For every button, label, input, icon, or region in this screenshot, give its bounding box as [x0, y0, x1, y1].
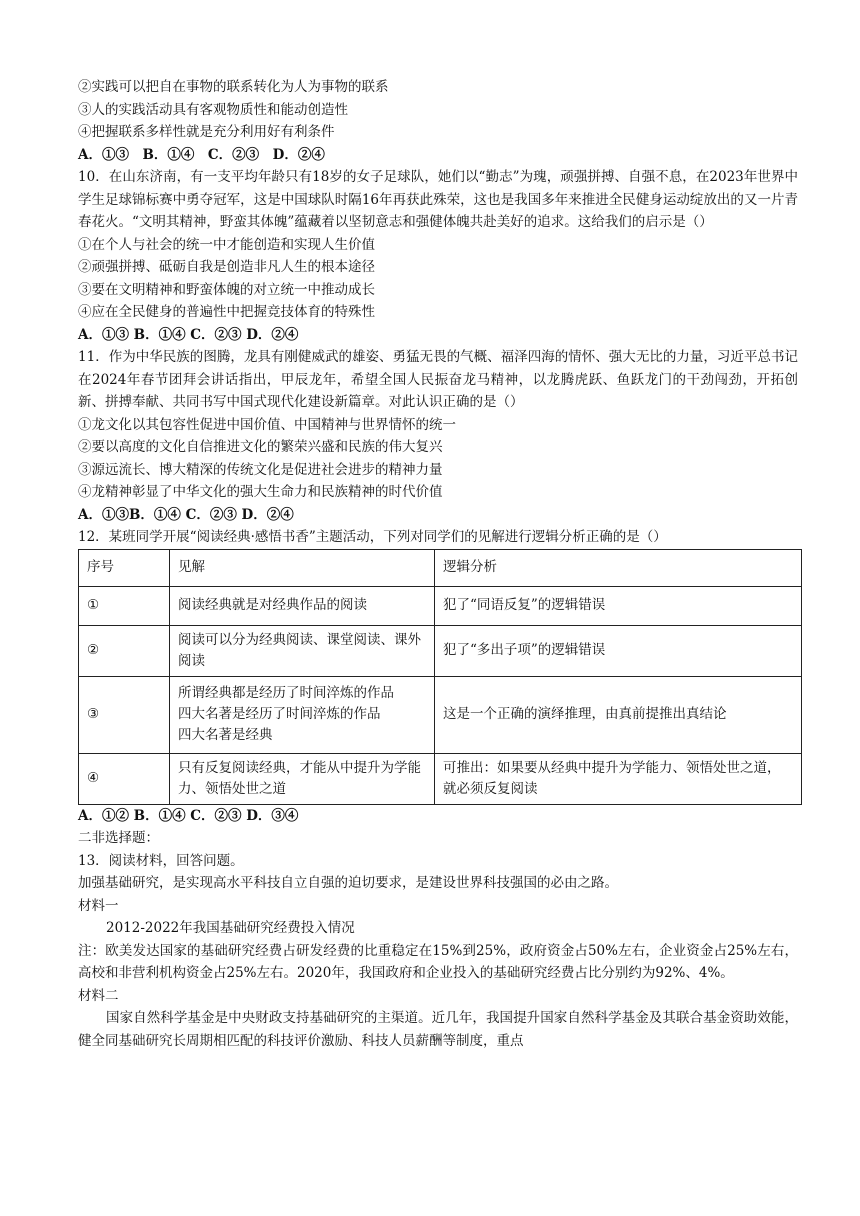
table-row	[79, 676, 802, 753]
header-view: 见解	[170, 549, 435, 586]
q10-statement: ②顽强拼搏、砥砺自我是创造非凡人生的根本途径	[78, 259, 375, 275]
q9-statement: ③人的实践活动具有客观物质性和能动创造性	[78, 101, 348, 118]
view-line: 只有反复阅读经典，才能从中提升为学能力、领悟处世之道	[178, 759, 421, 797]
header-number: 序号	[79, 549, 170, 586]
q10-options: A．①③ B．①④ C．②③ D．②④	[78, 326, 299, 343]
q10-statement: ④应在全民健身的普遍性中把握竞技体育的特殊性	[78, 304, 375, 320]
q10-statement: ③要在文明精神和野蛮体魄的对立统一中推动成长	[78, 281, 375, 298]
view-line: 阅读可以分为经典阅读、课堂阅读、课外阅读	[178, 631, 421, 669]
q12-stem: 12．某班同学开展“阅读经典·感悟书香”主题活动，下列对同学们的见解进行逻辑分析正确的是（）	[78, 529, 667, 545]
q11-options: A．①③B．①④ C．②③ D．②④	[78, 506, 294, 523]
q9-statements	[78, 76, 798, 144]
q11-statement: ③源远流长、博大精深的传统文化是促进社会进步的精神力量	[78, 461, 443, 478]
view-line: 四大名著是经典	[178, 727, 273, 743]
q11-statement: ①龙文化以其包容性促进中国价值、中国精神与世界情怀的统一	[78, 416, 456, 433]
material2-label: 材料二	[78, 987, 119, 1004]
row-view	[170, 753, 435, 804]
q9-statement: ②实践可以把自在事物的联系转化为人为事物的联系	[78, 79, 389, 95]
material2-text: 国家自然科学基金是中央财政支持基础研究的主渠道。近几年，我国提升国家自然科学基金及其联合基金资助效能，健全同基础研究长周期相匹配的科技评价激励、科技人员薪酬等制度，重点	[78, 1010, 798, 1049]
row-view	[170, 676, 435, 753]
material1-label: 材料一	[78, 897, 119, 914]
q12-table	[78, 549, 802, 805]
table-header-row	[79, 549, 802, 586]
section-heading: 二非选择题：	[78, 830, 159, 846]
row-number: ④	[79, 753, 170, 804]
view-line: 阅读经典就是对经典作品的阅读	[178, 597, 367, 613]
table-row	[79, 753, 802, 804]
row-analysis: 犯了“同语反复”的逻辑错误	[435, 586, 802, 625]
row-view	[170, 586, 435, 625]
q10-stem: 10．在山东济南，有一支平均年龄只有18岁的女子足球队，她们以“勤志”为瑰，顽强拼搏、自强不息，在2023年世界中学生足球锦标赛中勇夺冠军，这是中国球队时隔16年再获此殊荣，这也是我国多年来推进全民健身运动绽放出的又一片青春花火。“文明其精神，野蛮其体魄”蕴藏着以坚韧意志和强健体魄共赴美好的追求。这给我们的启示是（）	[78, 169, 798, 230]
q11-statement: ④龙精神彰显了中华文化的强大生命力和民族精神的时代价值	[78, 484, 443, 500]
exam-page	[78, 76, 798, 1052]
q13-stem: 13．阅读材料，回答问题。	[78, 852, 244, 869]
table-row	[79, 625, 802, 676]
row-number: ③	[79, 676, 170, 753]
view-line: 所谓经典都是经历了时间淬炼的作品	[178, 685, 394, 701]
row-analysis: 犯了“多出子项”的逻辑错误	[435, 625, 802, 676]
q9-options: A．①③ B．①④ C．②③ D．②④	[78, 146, 325, 163]
q11-statement: ②要以高度的文化自信推进文化的繁荣兴盛和民族的伟大复兴	[78, 439, 443, 455]
q9-statement: ④把握联系多样性就是充分利用好有利条件	[78, 124, 335, 140]
row-analysis: 可推出：如果要从经典中提升为学能力、领悟处世之道，就必须反复阅读	[435, 753, 802, 804]
row-view	[170, 625, 435, 676]
row-number: ②	[79, 625, 170, 676]
material1-title: 2012-2022年我国基础研究经费投入情况	[106, 920, 355, 936]
header-analysis: 逻辑分析	[435, 549, 802, 586]
q11-stem: 11．作为中华民族的图腾，龙具有刚健威武的雄姿、勇猛无畏的气概、福泽四海的情怀、强大无比的力量，习近平总书记在2024年春节团拜会讲话指出，甲辰龙年，希望全国人民振奋龙马精神，以龙腾虎跃、鱼跃龙门的干劲闯劲，开拓创新、拼搏奉献、共同书写中国式现代化建设新篇章。对此认识正确的是（）	[78, 349, 798, 410]
table-row	[79, 586, 802, 625]
q10-statement: ①在个人与社会的统一中才能创造和实现人生价值	[78, 236, 375, 253]
material1-note: 注：欧美发达国家的基础研究经费占研发经费的比重稳定在15%到25%，政府资金占50%左右，企业资金占25%左右，高校和非营利机构资金占25%左右。2020年，我国政府和企业投入的基础研究经费占比分别约为92%、4%。	[78, 942, 798, 981]
row-analysis: 这是一个正确的演绎推理，由真前提推出真结论	[435, 676, 802, 753]
q12-options: A．①② B．①④ C．②③ D．③④	[78, 807, 299, 824]
q13-intro: 加强基础研究，是实现高水平科技自立自强的迫切要求，是建设世界科技强国的必由之路。	[78, 875, 618, 891]
view-line: 四大名著是经历了时间淬炼的作品	[178, 706, 381, 722]
row-number: ①	[79, 586, 170, 625]
